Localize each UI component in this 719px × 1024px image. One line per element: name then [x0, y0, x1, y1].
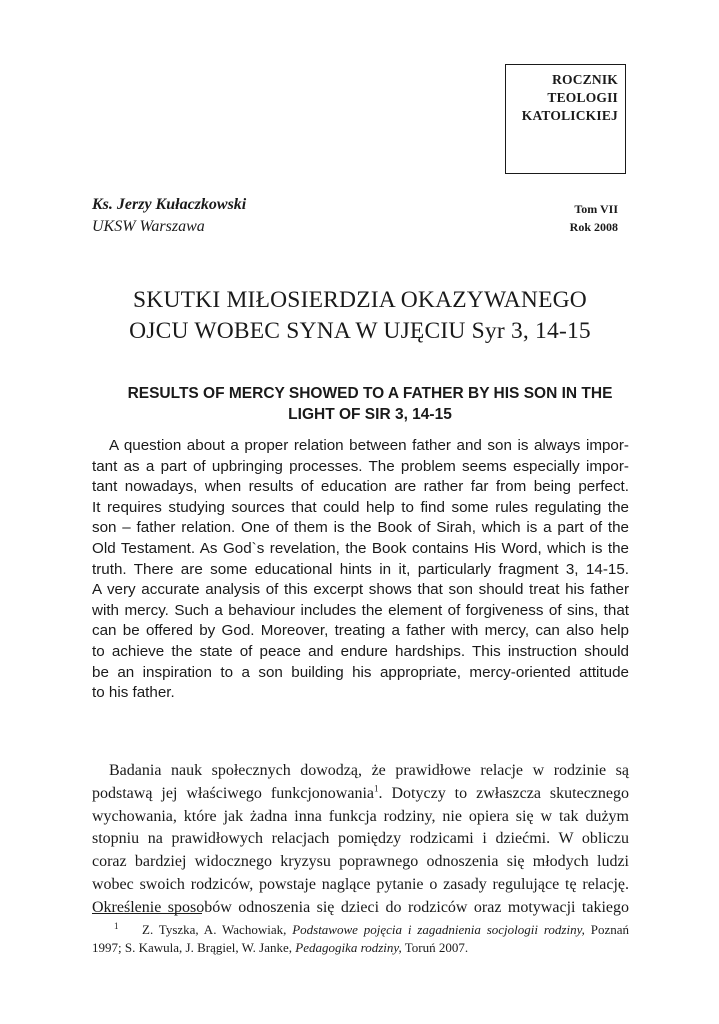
title-polish	[60, 285, 660, 347]
abstract-line: be an inspiration to a son building his appropriate, mercy-oriented attitude	[92, 663, 629, 681]
journal-volume: Tom VII	[574, 202, 618, 216]
journal-name	[522, 71, 618, 125]
body-line: stopniu na prawidłowych relacjach pomiędzy rodzicami i dziećmi. W obliczu	[92, 830, 629, 848]
body-text	[92, 760, 629, 920]
footnote-text: 1997; S. Kawula, J. Brągiel, W. Janke,	[92, 940, 296, 955]
abstract-line: to achieve the state of peace and endure hardships. This instruction should	[92, 642, 629, 660]
title-english	[100, 383, 640, 425]
body-line: coraz bardziej widocznego kryzysu poprawnego odnoszenia się młodych ludzi	[92, 853, 629, 871]
footnote-book-title: Podstawowe pojęcia i zagadnienia socjologii rodziny,	[292, 922, 585, 937]
abstract-line: can be offered by God. Moreover, treating a father with mercy, can also help	[92, 622, 629, 640]
body-line	[92, 783, 629, 806]
abstract-line: truth. There are some educational hints in it, particularly fragment 3, 14-15.	[92, 560, 629, 578]
body-line: wobec swoich rodziców, powstaje naglące pytanie o zasady regulujące tę relację.	[92, 875, 629, 893]
footnote-text: Poznań	[584, 922, 629, 937]
abstract-line: A very accurate analysis of this excerpt shows that son should treat his father	[92, 581, 629, 599]
footnote-line: 1 Z. Tyszka, A. Wachowiak, Podstawowe pojęcia i zagadnienia socjologii rodziny, Poznań	[114, 920, 629, 937]
title-polish-line: SKUTKI MIŁOSIERDZIA OKAZYWANEGO	[133, 287, 587, 313]
footnote-text: Toruń 2007.	[401, 940, 469, 955]
abstract	[92, 436, 629, 704]
body-line: Badania nauk społecznych dowodzą, że prawidłowe relacje w rodzinie są	[109, 762, 629, 779]
abstract-line: with mercy. Such a behaviour includes the element of forgiveness of sins, that	[92, 601, 629, 619]
title-english-line: RESULTS OF MERCY SHOWED TO A FATHER BY HIS SON IN THE	[127, 385, 613, 402]
abstract-line: It requires studying sources that could help to find some rules regulating the	[92, 498, 629, 516]
footnote-book-title: Pedagogika rodziny,	[295, 940, 402, 955]
abstract-line: tant as a part of upbringing processes. The problem seems especially impor-	[92, 457, 629, 475]
journal-name-line: ROCZNIK	[552, 72, 618, 87]
footnote-reference[interactable]: 1	[374, 783, 379, 794]
journal-name-line: TEOLOGII	[547, 90, 618, 105]
footnote-text: Z. Tyszka, A. Wachowiak,	[142, 922, 293, 937]
author-affiliation: UKSW Warszawa	[92, 218, 205, 235]
abstract-line: Old Testament. As God`s revelation, the Book contains His Word, which is the	[92, 539, 629, 557]
footnote-line	[92, 939, 629, 957]
footnote	[92, 921, 629, 957]
abstract-line: A question about a proper relation between father and son is always impor-	[109, 437, 629, 454]
abstract-line: to his father.	[92, 684, 175, 702]
journal-info-box	[505, 64, 626, 234]
author-block	[92, 194, 246, 238]
title-polish-line: OJCU WOBEC SYNA W UJĘCIU Syr 3, 14-15	[129, 318, 591, 344]
abstract-line: son – father relation. One of them is the Book of Sirah, which is a part of the	[92, 519, 629, 537]
title-english-line: LIGHT OF SIR 3, 14-15	[288, 406, 452, 423]
footnote-divider	[92, 913, 202, 914]
author-name: Ks. Jerzy Kułaczkowski	[92, 196, 247, 213]
journal-year: Rok 2008	[569, 220, 618, 234]
body-line: Określenie sposobów odnoszenia się dzieci do rodziców oraz motywacji takiego	[92, 898, 629, 916]
journal-name-line: KATOLICKIEJ	[521, 108, 618, 123]
body-line: wychowania, które jak żadna inna funkcja rodziny, nie opiera się w tak dużym	[92, 807, 629, 825]
body-line-text: podstawą jej właściwego funkcjonowania	[92, 784, 374, 802]
abstract-line: tant nowadays, when results of education are rather far from being perfect.	[92, 478, 629, 496]
body-line-text: . Dotyczy to zwłaszcza skutecznego	[378, 784, 630, 802]
